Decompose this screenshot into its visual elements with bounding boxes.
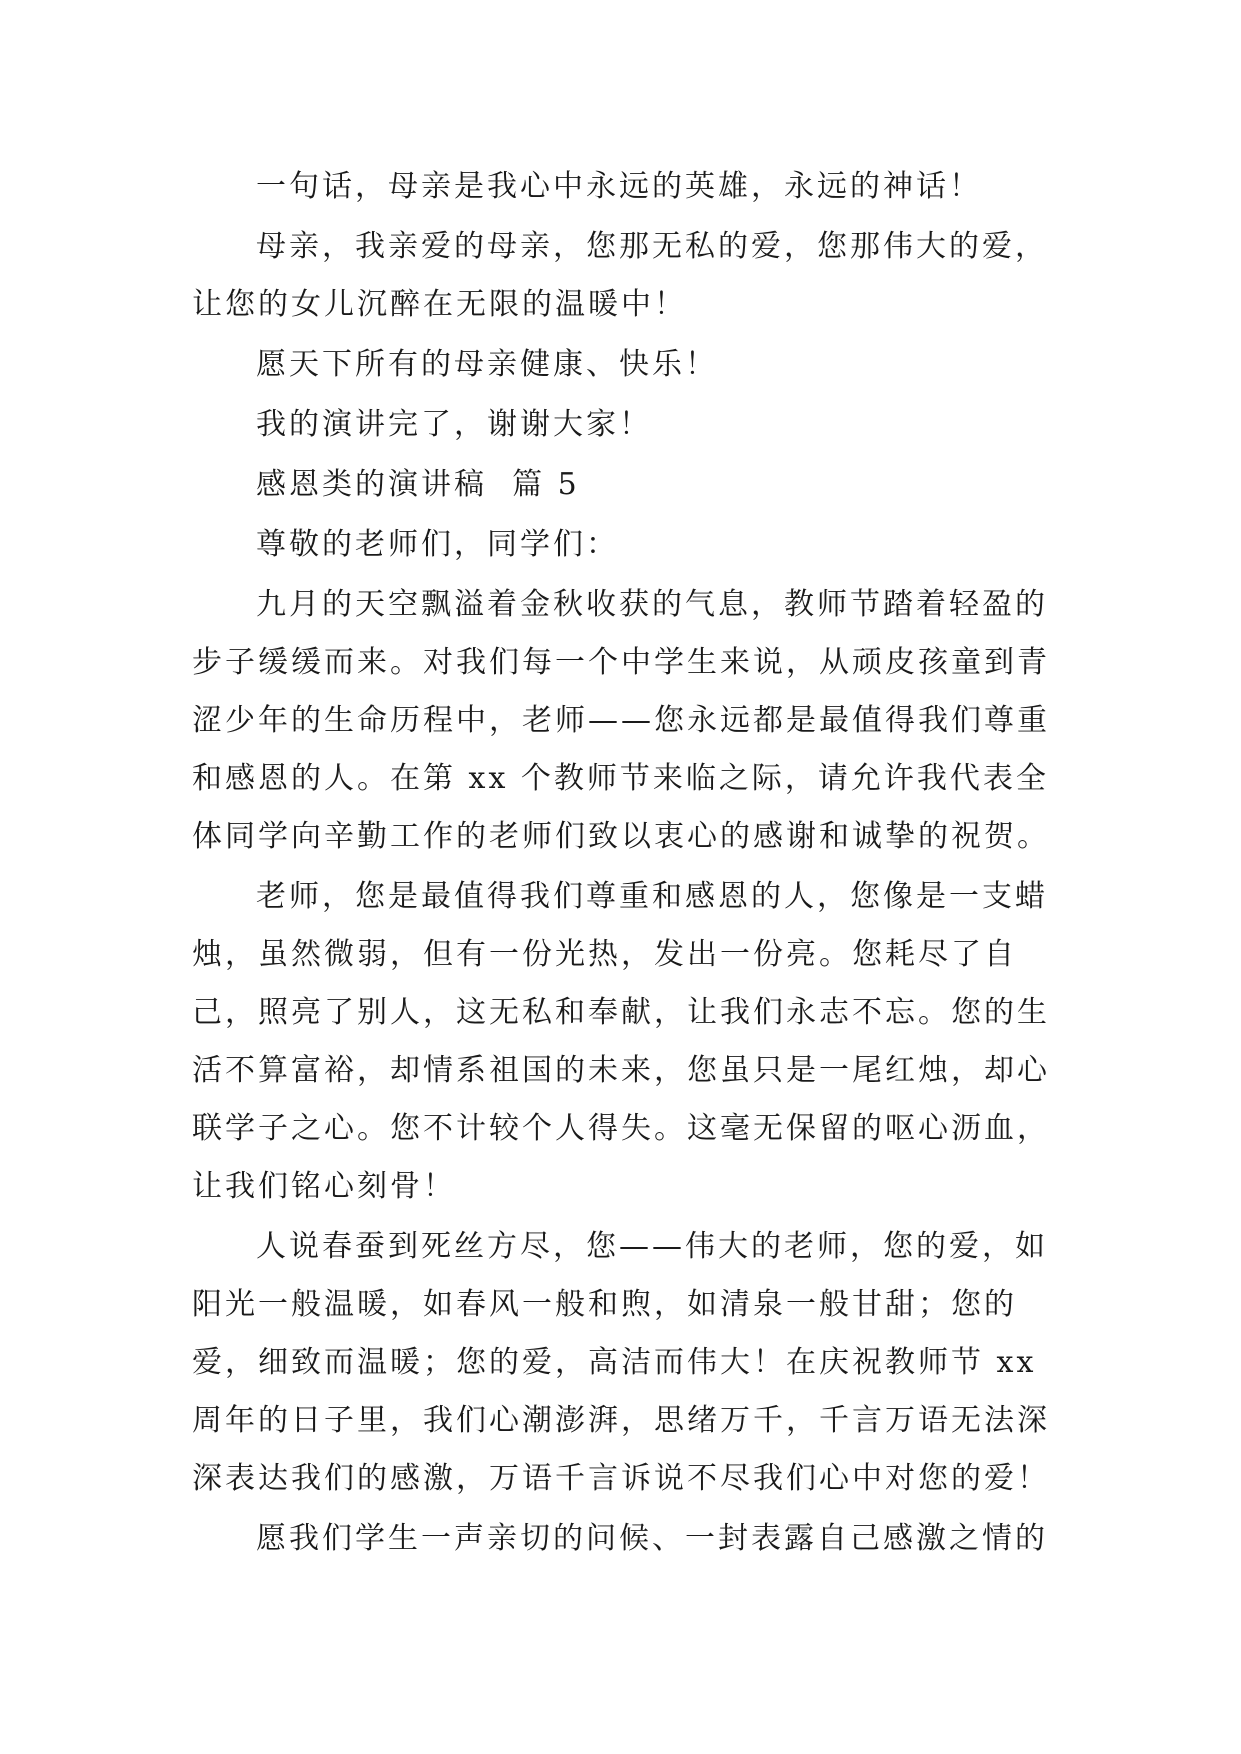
paragraph-thanks: 我的演讲完了，谢谢大家！: [256, 407, 652, 442]
document-body: [192, 158, 1052, 1570]
section-heading: 感恩类的演讲稿 篇 5: [256, 467, 580, 502]
paragraph-teacher-love: 人说春蚕到死丝方尽，您——伟大的老师，您的爱，如阳光一般温暖，如春风一般和煦，如清泉一般甘甜；您的爱，细致而温暖；您的爱，高洁而伟大！在庆祝教师节 xx 周年的日子里，我们心潮澎湃，思绪万千，千言万语无法深深表达我们的感激，万语千言诉说不尽我们心中对您的爱！: [192, 1229, 1050, 1496]
paragraph-mother-love: 母亲，我亲爱的母亲，您那无私的爱，您那伟大的爱，让您的女儿沉醉在无限的温暖中！: [192, 229, 1048, 322]
paragraph-wish: 愿天下所有的母亲健康、快乐！: [256, 347, 718, 382]
paragraph-student-wish: 愿我们学生一声亲切的问候、一封表露自己感激之情的: [256, 1521, 1048, 1556]
paragraph-teacher-candle: 老师，您是最值得我们尊重和感恩的人，您像是一支蜡烛，虽然微弱，但有一份光热，发出一份亮。您耗尽了自己，照亮了别人，这无私和奉献，让我们永志不忘。您的生活不算富裕，却情系祖国的未来，您虽只是一尾红烛，却心联学子之心。您不计较个人得失。这毫无保留的呕心沥血，让我们铭心刻骨！: [192, 879, 1050, 1204]
paragraph-closing-line: 一句话，母亲是我心中永远的英雄，永远的神话！: [256, 169, 982, 204]
paragraph-september: 九月的天空飘溢着金秋收获的气息，教师节踏着轻盈的步子缓缓而来。对我们每一个中学生来说，从顽皮孩童到青涩少年的生命历程中，老师——您永远都是最值得我们尊重和感恩的人。在第 xx 个教师节来临之际，请允许我代表全体同学向辛勤工作的老师们致以衷心的感谢和诚挚的祝贺。: [192, 587, 1050, 854]
paragraph-salutation: 尊敬的老师们，同学们：: [256, 527, 619, 562]
